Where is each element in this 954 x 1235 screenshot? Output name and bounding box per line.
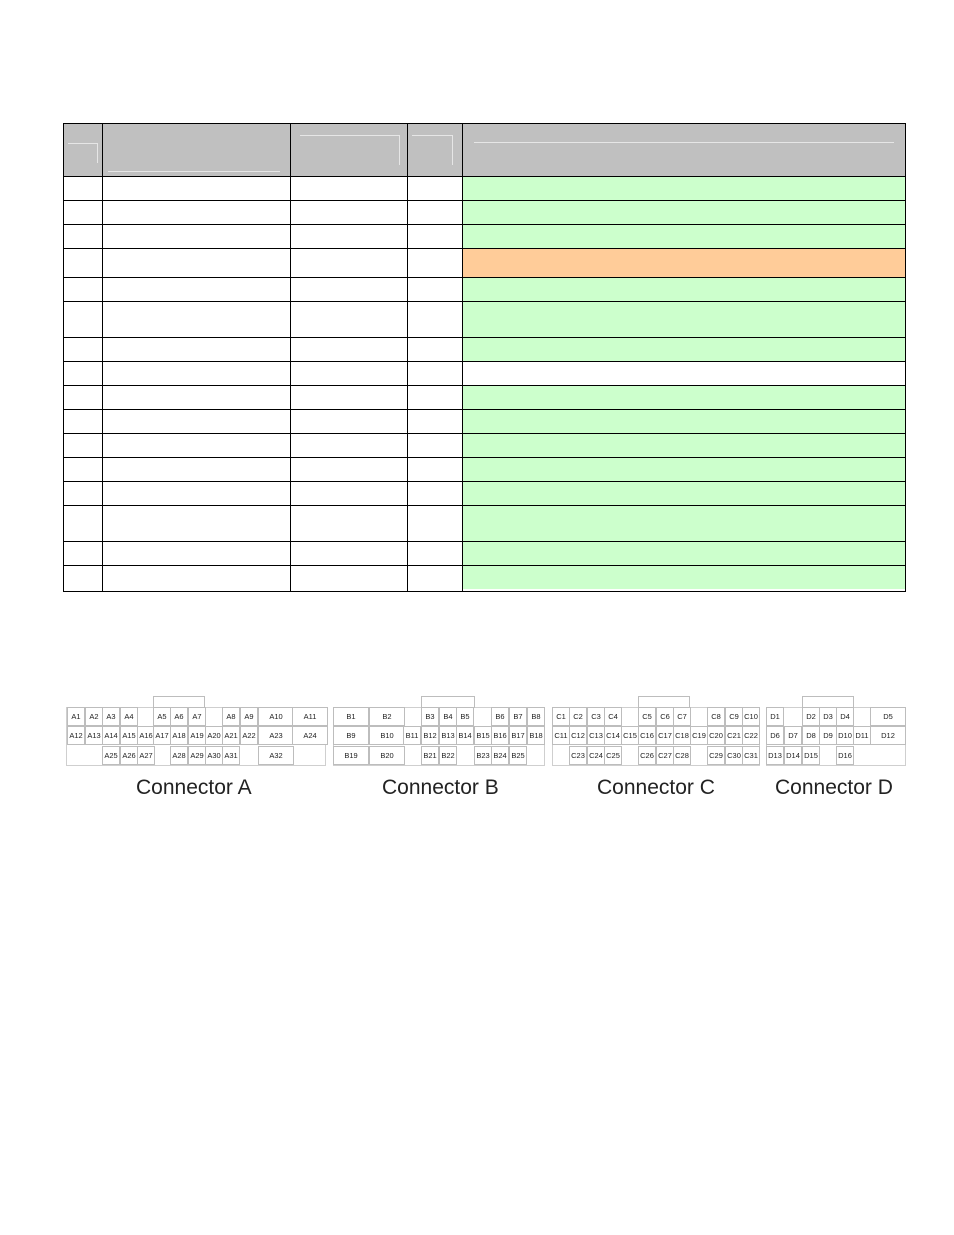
connector-pin: A24 bbox=[292, 726, 328, 745]
table-row bbox=[64, 201, 905, 225]
table-row bbox=[64, 338, 905, 362]
connector-label: Connector D bbox=[775, 776, 893, 799]
connector-label: Connector A bbox=[136, 776, 252, 799]
connector-pin: B19 bbox=[333, 746, 369, 765]
connector-pin: C16 bbox=[638, 726, 656, 745]
connector-pin: A1 bbox=[67, 707, 85, 726]
connector-pin: A13 bbox=[85, 726, 103, 745]
connector-pin: D6 bbox=[766, 726, 784, 745]
table-row bbox=[64, 542, 905, 566]
connector-pin: B6 bbox=[491, 707, 509, 726]
connector-pin: A14 bbox=[102, 726, 120, 745]
connector-pin: D5 bbox=[870, 707, 906, 726]
connector-pin: A16 bbox=[137, 726, 155, 745]
connector-pin: A28 bbox=[170, 746, 188, 765]
table-row bbox=[64, 302, 905, 338]
connector-pin: C12 bbox=[569, 726, 587, 745]
connector-pin: C27 bbox=[656, 746, 674, 765]
connector-pin: C28 bbox=[673, 746, 691, 765]
connector-pin: B25 bbox=[509, 746, 527, 765]
table-row-description-cell bbox=[463, 566, 905, 589]
connector-pin: A21 bbox=[222, 726, 240, 745]
connector-pin: B8 bbox=[527, 707, 545, 726]
table-row bbox=[64, 506, 905, 542]
connector-pin: B7 bbox=[509, 707, 527, 726]
connector-pin: C5 bbox=[638, 707, 656, 726]
connector-pin: C24 bbox=[587, 746, 605, 765]
connector-pin: D8 bbox=[802, 726, 820, 745]
connector-pin: C15 bbox=[621, 726, 639, 745]
table-row bbox=[64, 386, 905, 410]
connector-pin: C6 bbox=[656, 707, 674, 726]
connector-pin: C8 bbox=[707, 707, 725, 726]
table-row-description-cell bbox=[463, 278, 905, 301]
connector-pin: B11 bbox=[403, 726, 421, 745]
table-row-description-cell bbox=[463, 362, 905, 385]
connector-pin: B16 bbox=[491, 726, 509, 745]
connector-pin: B17 bbox=[509, 726, 527, 745]
connector-pin: A22 bbox=[240, 726, 258, 745]
table-row bbox=[64, 249, 905, 278]
connector-pin: C29 bbox=[707, 746, 725, 765]
table-row-description-cell bbox=[463, 410, 905, 433]
connector-pin: A27 bbox=[137, 746, 155, 765]
connector-pin: D9 bbox=[819, 726, 837, 745]
connector-pin: C14 bbox=[604, 726, 622, 745]
connector-pin: D14 bbox=[784, 746, 802, 765]
table-header bbox=[64, 124, 905, 177]
connector-pin: B15 bbox=[474, 726, 492, 745]
connector-pin: A18 bbox=[170, 726, 188, 745]
connector-pin: A7 bbox=[188, 707, 206, 726]
table-row-description-cell bbox=[463, 506, 905, 541]
connector-pin: A30 bbox=[205, 746, 223, 765]
connector-pin: D11 bbox=[853, 726, 871, 745]
table-row-description-cell bbox=[463, 225, 905, 248]
connector-pin: A6 bbox=[170, 707, 188, 726]
table-row bbox=[64, 410, 905, 434]
connector-pin: B24 bbox=[491, 746, 509, 765]
connector-pin: B1 bbox=[333, 707, 369, 726]
connector-pin: A17 bbox=[153, 726, 171, 745]
connector-pin: B23 bbox=[474, 746, 492, 765]
connector-pin: C9 bbox=[725, 707, 743, 726]
connector-pin: C19 bbox=[690, 726, 708, 745]
connector-pin: D10 bbox=[836, 726, 854, 745]
connector-pin: B9 bbox=[333, 726, 369, 745]
connector-pin: C26 bbox=[638, 746, 656, 765]
connector-label: Connector C bbox=[597, 776, 715, 799]
connector-pin: B4 bbox=[439, 707, 457, 726]
connector-pin: C1 bbox=[552, 707, 570, 726]
connector-pin: A29 bbox=[188, 746, 206, 765]
connector-pin: A19 bbox=[188, 726, 206, 745]
table-row-description-cell bbox=[463, 201, 905, 224]
table-row-description-cell bbox=[463, 249, 905, 277]
connector-pin: B13 bbox=[439, 726, 457, 745]
connector-pin: C18 bbox=[673, 726, 691, 745]
table-row bbox=[64, 458, 905, 482]
connector-pin: C25 bbox=[604, 746, 622, 765]
table-row-description-cell bbox=[463, 386, 905, 409]
connector-pin: D1 bbox=[766, 707, 784, 726]
table-row-description-cell bbox=[463, 302, 905, 337]
table-row bbox=[64, 177, 905, 201]
connector-pin: A12 bbox=[67, 726, 85, 745]
connector-pin: B22 bbox=[439, 746, 457, 765]
connector-pin: C21 bbox=[725, 726, 743, 745]
connector-pin: C11 bbox=[552, 726, 570, 745]
table-row-description-cell bbox=[463, 177, 905, 200]
connector-pin: D3 bbox=[819, 707, 837, 726]
connector-pin: C30 bbox=[725, 746, 743, 765]
table-row-description-cell bbox=[463, 338, 905, 361]
connector-pin: C7 bbox=[673, 707, 691, 726]
connector-pin: C3 bbox=[587, 707, 605, 726]
connector-pin: A26 bbox=[120, 746, 138, 765]
connector-label: Connector B bbox=[382, 776, 499, 799]
connector-pin: A2 bbox=[85, 707, 103, 726]
connector-pin: D16 bbox=[836, 746, 854, 765]
connector-pin: A9 bbox=[240, 707, 258, 726]
connector-pin: C17 bbox=[656, 726, 674, 745]
connector-pin: A31 bbox=[222, 746, 240, 765]
connector-pin: D13 bbox=[766, 746, 784, 765]
connector-pin: C23 bbox=[569, 746, 587, 765]
pin-table bbox=[63, 123, 906, 592]
table-row bbox=[64, 566, 905, 589]
connector-pin: C10 bbox=[742, 707, 760, 726]
connector-pin: A3 bbox=[102, 707, 120, 726]
connector-pin: A23 bbox=[258, 726, 294, 745]
connector-pin: B2 bbox=[369, 707, 405, 726]
connector-pin: D12 bbox=[870, 726, 906, 745]
connector-pin: C4 bbox=[604, 707, 622, 726]
connector-pin: A5 bbox=[153, 707, 171, 726]
table-row bbox=[64, 434, 905, 458]
table-row-description-cell bbox=[463, 434, 905, 457]
connector-pin: B14 bbox=[456, 726, 474, 745]
connector-pin: A32 bbox=[258, 746, 294, 765]
table-row-description-cell bbox=[463, 482, 905, 505]
connector-pin: B10 bbox=[369, 726, 405, 745]
connector-pin: D4 bbox=[836, 707, 854, 726]
connector-pin: A25 bbox=[102, 746, 120, 765]
table-row-description-cell bbox=[463, 458, 905, 481]
connector-pin: A15 bbox=[120, 726, 138, 745]
connector-pin: D2 bbox=[802, 707, 820, 726]
connector-pin: A20 bbox=[205, 726, 223, 745]
connector-pin: A8 bbox=[222, 707, 240, 726]
connector-pin: A11 bbox=[292, 707, 328, 726]
connector-pin: C20 bbox=[707, 726, 725, 745]
connector-pin: B20 bbox=[369, 746, 405, 765]
table-row bbox=[64, 225, 905, 249]
connector-pin: B21 bbox=[421, 746, 439, 765]
connector-pin: C22 bbox=[742, 726, 760, 745]
connector-pin: C2 bbox=[569, 707, 587, 726]
table-row bbox=[64, 278, 905, 302]
connector-pin: B5 bbox=[456, 707, 474, 726]
connector-pin: A10 bbox=[258, 707, 294, 726]
connector-pin: D7 bbox=[784, 726, 802, 745]
table-row bbox=[64, 482, 905, 506]
connector-pin: B18 bbox=[527, 726, 545, 745]
table-row bbox=[64, 362, 905, 386]
connector-pin: C13 bbox=[587, 726, 605, 745]
connector-pin: B12 bbox=[421, 726, 439, 745]
connector-pin: A4 bbox=[120, 707, 138, 726]
table-row-description-cell bbox=[463, 542, 905, 565]
connector-pin: B3 bbox=[421, 707, 439, 726]
connector-pin: C31 bbox=[742, 746, 760, 765]
connector-pin: D15 bbox=[802, 746, 820, 765]
